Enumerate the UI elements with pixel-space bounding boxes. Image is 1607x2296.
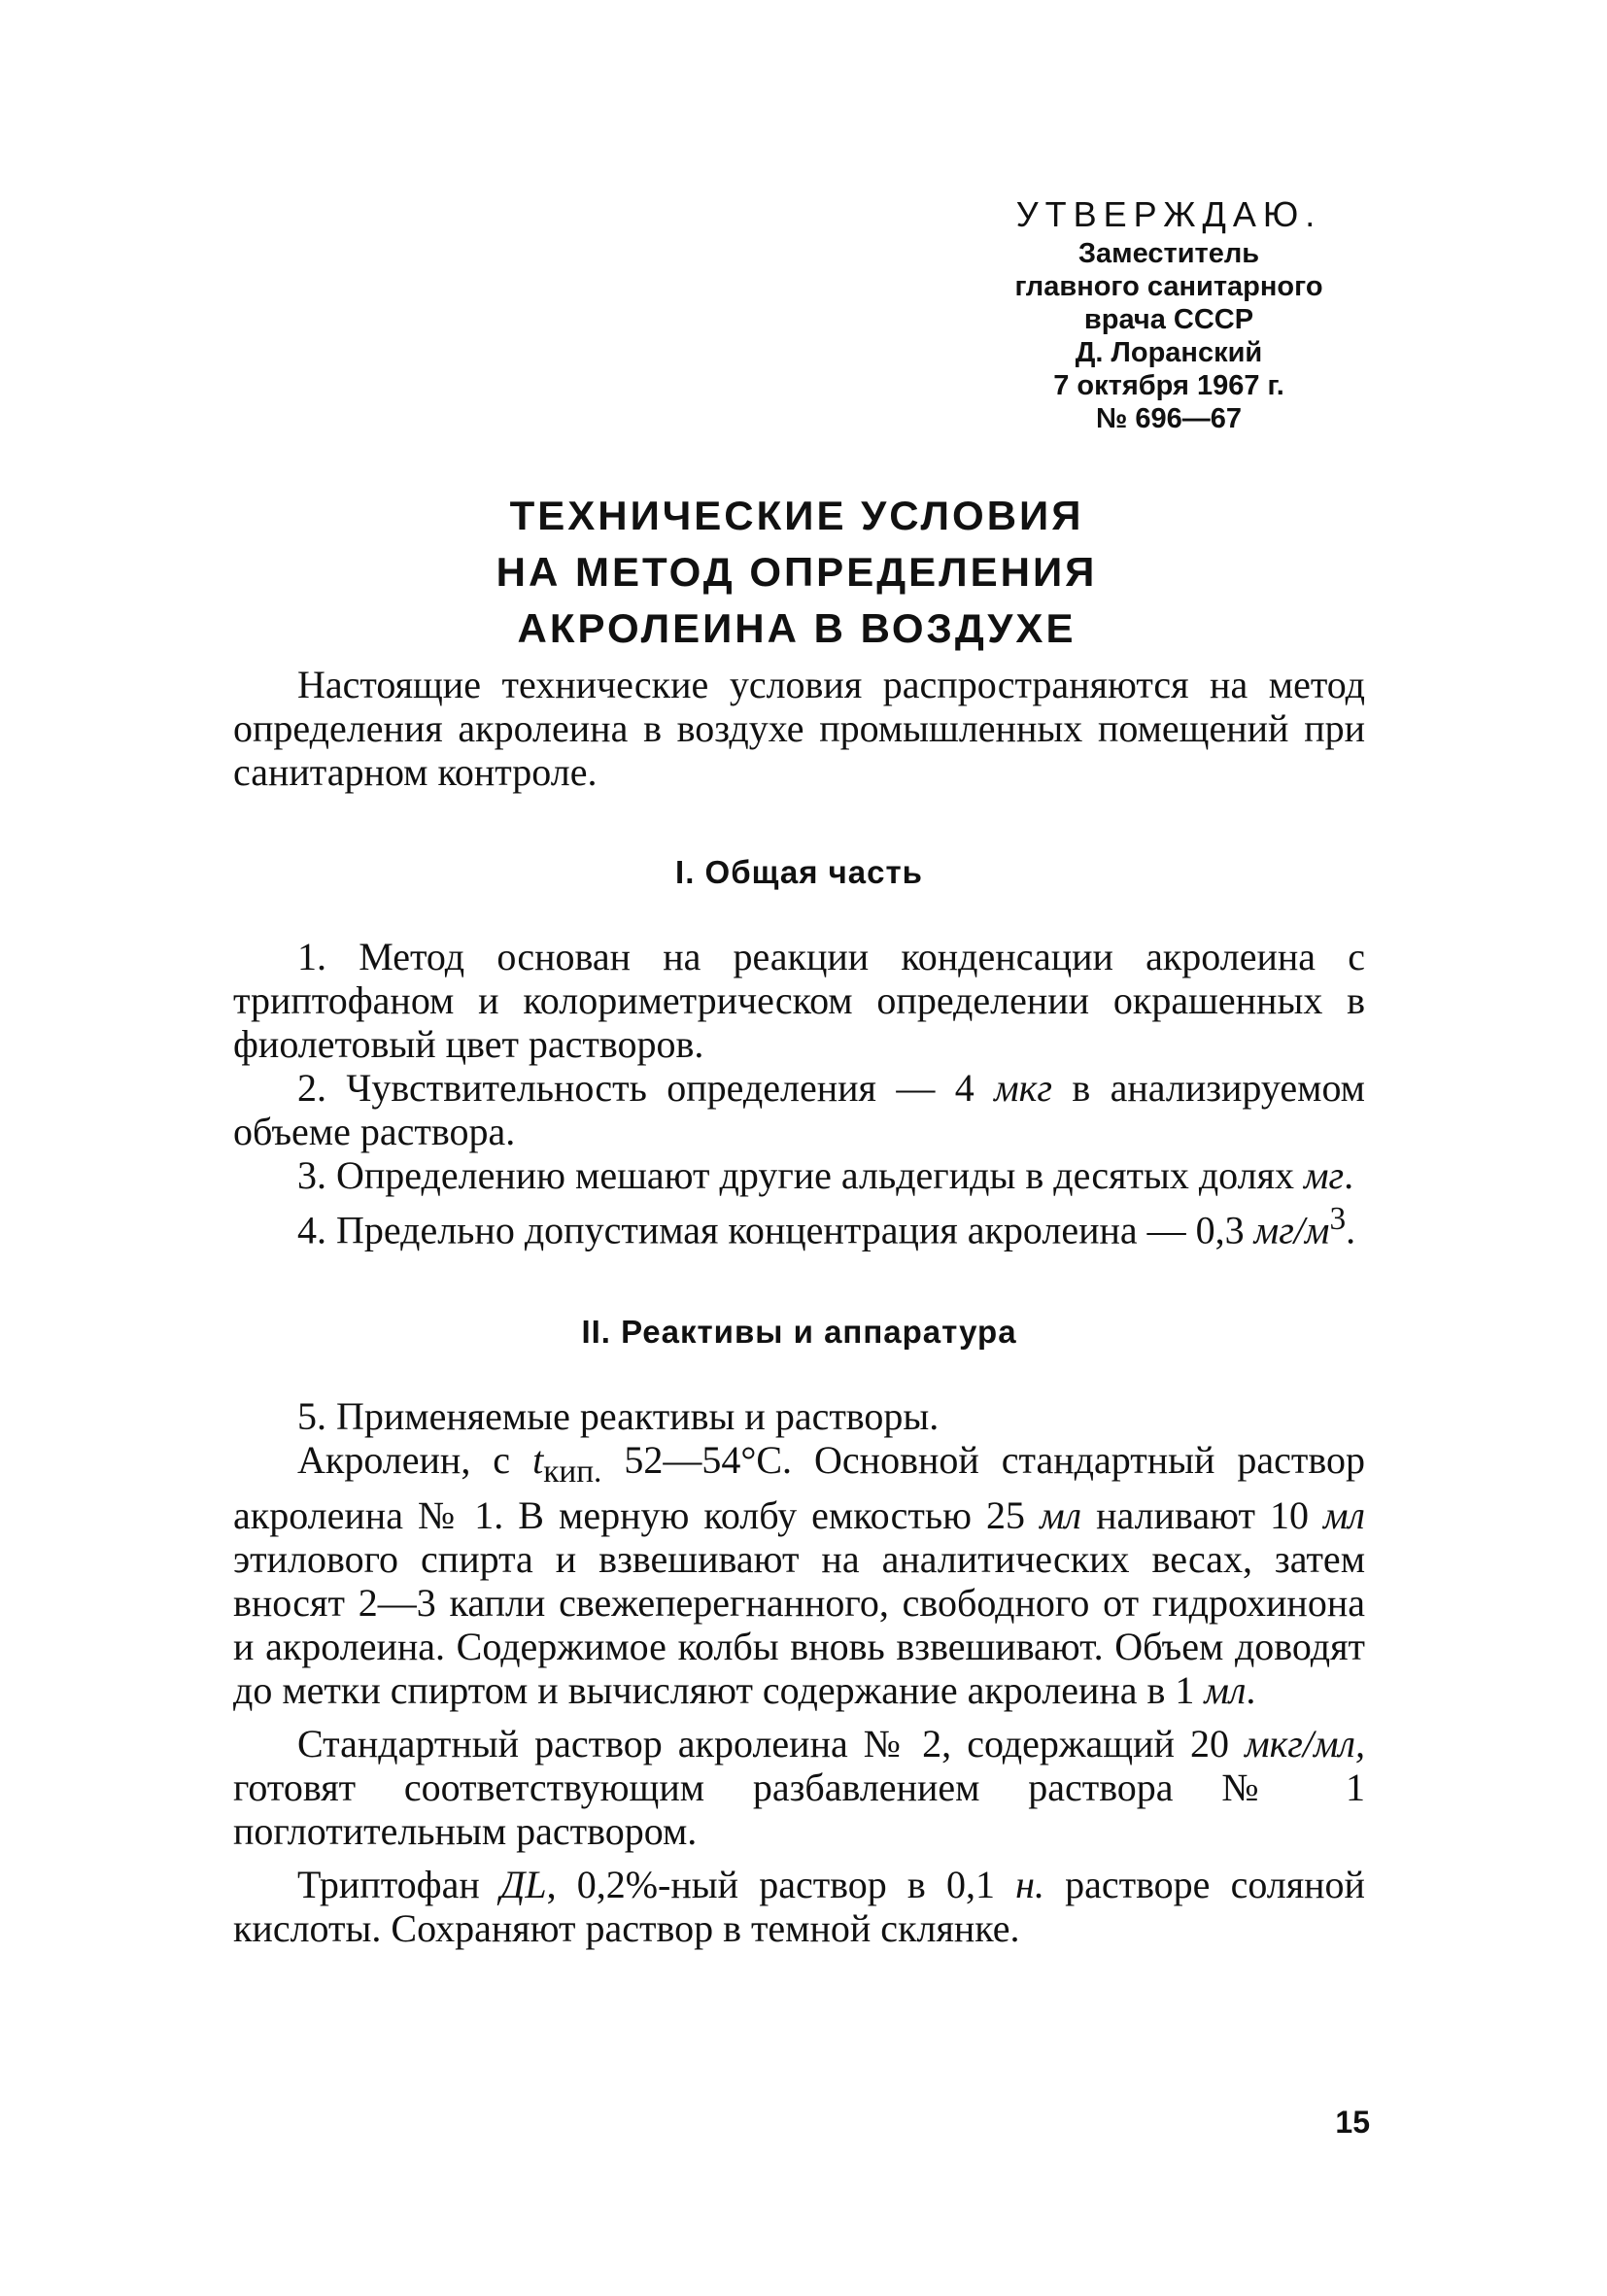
unit-mg-per-m3: мг/м [1253, 1208, 1330, 1252]
document-body [233, 663, 1365, 1950]
unit-mg: мг [1304, 1153, 1345, 1197]
item-5-paragraph: 5. Применяемые реактивы и растворы. [297, 1394, 940, 1439]
approval-position: Заместитель [1077, 238, 1260, 269]
approval-position-2: главного санитарного [1014, 271, 1323, 302]
item-2-paragraph: 2. Чувствительность определения — 4 мкг в анализируемом объеме раствора. [233, 1066, 1365, 1153]
section-heading-reagents: II. Реактивы и аппаратура [581, 1314, 1017, 1351]
approval-date: 7 октября 1967 г. [1053, 370, 1284, 401]
page-number: 15 [1335, 2105, 1370, 2140]
intro-paragraph: Настоящие технические условия распространяются на метод определения акролеина в воздухе промышленных помещений при санитарном контроле. [233, 663, 1365, 794]
item-1-paragraph: 1. Метод основан на реакции конденсации акролеина с триптофаном и колориметрическом определении окрашенных в фиолетовый цвет растворов. [233, 935, 1365, 1066]
item-4-paragraph: 4. Предельно допустимая концентрация акролеина — 0,3 $мг/м^3$. [297, 1201, 1356, 1252]
approval-block [989, 192, 1349, 435]
item-3-paragraph: 3. Определению мешают другие альдегиды в десятых долях мг. [297, 1153, 1354, 1197]
acrolein-paragraph: Акролеин, с $t_{кип.}$ 52—54°С. Основной стандартный раствор акролеина № 1. В мерную колбу емкостью 25 мл наливают 10 мл этилового спирта и взвешивают на аналитических весах, затем вносят 2—3 капли свежеперегнанного, свободного от гидрохинона и акролеина. Содержимое колбы вновь взвешивают. Объем доводят до метки спиртом и вычисляют содержание акролеина в 1 мл. [233, 1438, 1366, 1713]
section-heading-general: I. Общая часть [675, 854, 923, 890]
standard-solution-2-paragraph: Стандартный раствор акролеина № 2, содержащий 20 мкг/мл, готовят соответствующим разбавлением раствора № 1 поглотительным раствором. [233, 1722, 1365, 1854]
approval-stamp: УТВЕРЖДАЮ. [1015, 194, 1322, 234]
approval-signatory: Д. Лоранский [1075, 337, 1263, 368]
title-line-2: НА МЕТОД ОПРЕДЕЛЕНИЯ [496, 549, 1098, 595]
approval-position-3: врача СССР [1083, 304, 1254, 335]
approval-number: № 696—67 [1095, 403, 1243, 434]
tryptophan-paragraph: Триптофан ДL, 0,2%-ный раствор в 0,1 н. растворе соляной кислоты. Сохраняют раствор в темной склянке. [233, 1863, 1365, 1951]
title-line-3: АКРОЛЕИНА В ВОЗДУХЕ [517, 605, 1077, 651]
title-line-1: ТЕХНИЧЕСКИЕ УСЛОВИЯ [509, 493, 1084, 538]
document-title [233, 488, 1360, 657]
unit-mkg: мкг [994, 1066, 1052, 1110]
